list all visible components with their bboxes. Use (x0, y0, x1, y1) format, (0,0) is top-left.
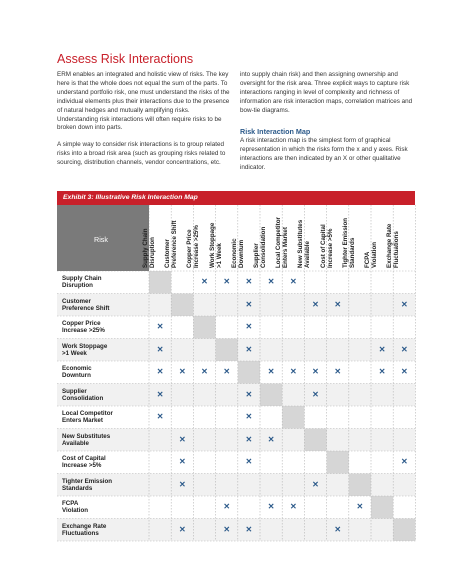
interaction-mark: ✕ (400, 457, 408, 467)
interaction-mark: ✕ (245, 524, 253, 534)
interaction-mark: ✕ (156, 322, 164, 332)
interaction-mark: ✕ (267, 502, 275, 512)
interaction-mark: ✕ (334, 367, 342, 377)
interaction-mark: ✕ (378, 344, 386, 354)
row-background (57, 271, 415, 294)
interaction-mark: ✕ (245, 322, 253, 332)
interaction-mark: ✕ (289, 367, 297, 377)
interaction-mark: ✕ (312, 367, 319, 377)
column-header-label: Work Stoppage >1 Week (208, 222, 223, 268)
interaction-mark: ✕ (312, 479, 319, 489)
row-header-label: Work Stoppage >1 Week (62, 342, 108, 357)
row-header-label: New Substitutes Available (62, 432, 111, 447)
diagonal-cell (304, 429, 326, 452)
interaction-mark: ✕ (245, 389, 253, 399)
interaction-mark: ✕ (245, 457, 253, 467)
interaction-mark: ✕ (400, 299, 408, 309)
interaction-mark: ✕ (312, 299, 319, 309)
row-background (57, 451, 415, 474)
map-description-paragraph: A risk interaction map is the simplest form of graphical representation in which the risks form the x and y axes. Risk interactions are then indicated by an X or other qualitative indicator. (240, 137, 408, 171)
diagonal-cell (171, 294, 193, 317)
row-background (57, 294, 415, 317)
interaction-mark: ✕ (178, 479, 186, 489)
diagonal-cell (238, 361, 260, 384)
interaction-mark: ✕ (201, 367, 208, 377)
row-background (57, 519, 415, 542)
diagonal-cell (149, 271, 171, 294)
interaction-mark: ✕ (289, 502, 297, 512)
interaction-mark: ✕ (245, 344, 253, 354)
interaction-mark: ✕ (156, 367, 164, 377)
risk-header-label: Risk (94, 235, 108, 244)
row-header-label: FCPA Violation (62, 500, 89, 514)
diagonal-cell (193, 316, 215, 339)
column-header-label: Supplier Consolidation (253, 226, 268, 268)
row-header-label: Supplier Consolidation (62, 387, 104, 402)
interaction-mark: ✕ (267, 434, 275, 444)
interaction-mark: ✕ (312, 389, 319, 399)
column-header-label: Exchange Rate Fluctuations (386, 223, 401, 268)
interaction-mark: ✕ (356, 502, 364, 512)
continuation-paragraph: into supply chain risk) and then assigning ownership and oversight for the risk area. Three explicit ways to capture risk interactions ranging in level of complexity and richness of information are risk interaction maps, correlation matrices and bow-tie diagrams. (240, 71, 413, 114)
interaction-mark: ✕ (267, 277, 275, 287)
row-background (57, 361, 415, 384)
row-header-label: Copper Price Increase >25% (62, 320, 105, 334)
row-header-label: Economic Downturn (62, 365, 92, 379)
page-title: Assess Risk Interactions (57, 52, 194, 66)
diagonal-cell (327, 451, 349, 474)
interaction-mark: ✕ (156, 344, 164, 354)
grouping-paragraph: A simple way to consider risk interactions is to group related risks into a broad risk area (such as grouping risks related to sourcing, distribution channels, vendor concentrations, etc. (57, 141, 226, 166)
interaction-mark: ✕ (334, 299, 342, 309)
diagonal-cell (216, 339, 238, 362)
interaction-mark: ✕ (223, 277, 231, 287)
row-background (57, 384, 415, 407)
interaction-mark: ✕ (400, 367, 408, 377)
column-header (386, 205, 415, 271)
column-header-label: Economic Downtum (230, 238, 245, 268)
column-header-label: New Substitutes Available (297, 219, 312, 268)
column-header-label: Customer Preference Shift (164, 220, 179, 268)
interaction-mark: ✕ (245, 299, 253, 309)
interaction-mark: ✕ (400, 344, 408, 354)
exhibit-title-bar (57, 191, 415, 205)
interaction-mark: ✕ (178, 367, 186, 377)
diagonal-cell (349, 474, 371, 497)
interaction-mark: ✕ (156, 412, 164, 422)
row-header-label: Exchange Rate Fluctuations (62, 522, 107, 537)
column-header-label: FCPA Violation (364, 241, 379, 268)
interaction-mark: ✕ (289, 277, 297, 287)
row-header-label: Customer Preference Shift (62, 297, 110, 312)
interaction-mark: ✕ (178, 524, 186, 534)
interaction-mark: ✕ (245, 434, 253, 444)
column-header-label: Cost of Capital Increase >5% (319, 224, 334, 268)
risk-interaction-table (57, 205, 415, 541)
interaction-mark: ✕ (223, 524, 231, 534)
row-header-label: Supply Chain Disruption (62, 275, 102, 289)
row-header-label: Cost of Capital Increase >5% (62, 455, 106, 469)
interaction-mark: ✕ (245, 412, 253, 422)
interaction-mark: ✕ (178, 434, 186, 444)
diagonal-cell (282, 406, 304, 429)
diagonal-cell (260, 384, 282, 407)
diagonal-cell (393, 519, 415, 542)
interaction-mark: ✕ (334, 524, 342, 534)
row-background (57, 316, 415, 339)
interaction-mark: ✕ (245, 277, 253, 287)
interaction-mark: ✕ (223, 367, 231, 377)
column-header-label: Supply Chain Disruption (142, 228, 157, 268)
interaction-mark: ✕ (378, 367, 386, 377)
interaction-mark: ✕ (267, 367, 275, 377)
column-header-label: Local Competitor Enters Market (275, 217, 290, 268)
exhibit-title: Exhibit 3: Illustrative Risk Interaction Map (63, 194, 198, 201)
row-header-label: Local Competitor Enters Market (62, 410, 113, 424)
column-header-label: Copper Price Increase >25% (186, 225, 201, 268)
section-subheading: Risk Interaction Map (240, 127, 311, 136)
row-background (57, 429, 415, 452)
column-header-label: Tighter Emission Standards (341, 217, 356, 268)
diagonal-cell (371, 496, 393, 519)
row-header-label: Tighter Emission Standards (62, 477, 113, 492)
interaction-mark: ✕ (201, 277, 208, 287)
interaction-mark: ✕ (223, 502, 231, 512)
interaction-mark: ✕ (156, 389, 164, 399)
intro-paragraph: ERM enables an integrated and holistic view of risks. The key here is that the whole does not equal the sum of the parts. To understand portfolio risk, one must understand the risks of the individual elements plus their interactions due to the presence of natural hedges and mutually amplifying risks. Understanding risk interactions will often require risks to be broken down into parts. (57, 71, 230, 132)
risk-header-cell (57, 205, 149, 271)
interaction-mark: ✕ (178, 457, 186, 467)
